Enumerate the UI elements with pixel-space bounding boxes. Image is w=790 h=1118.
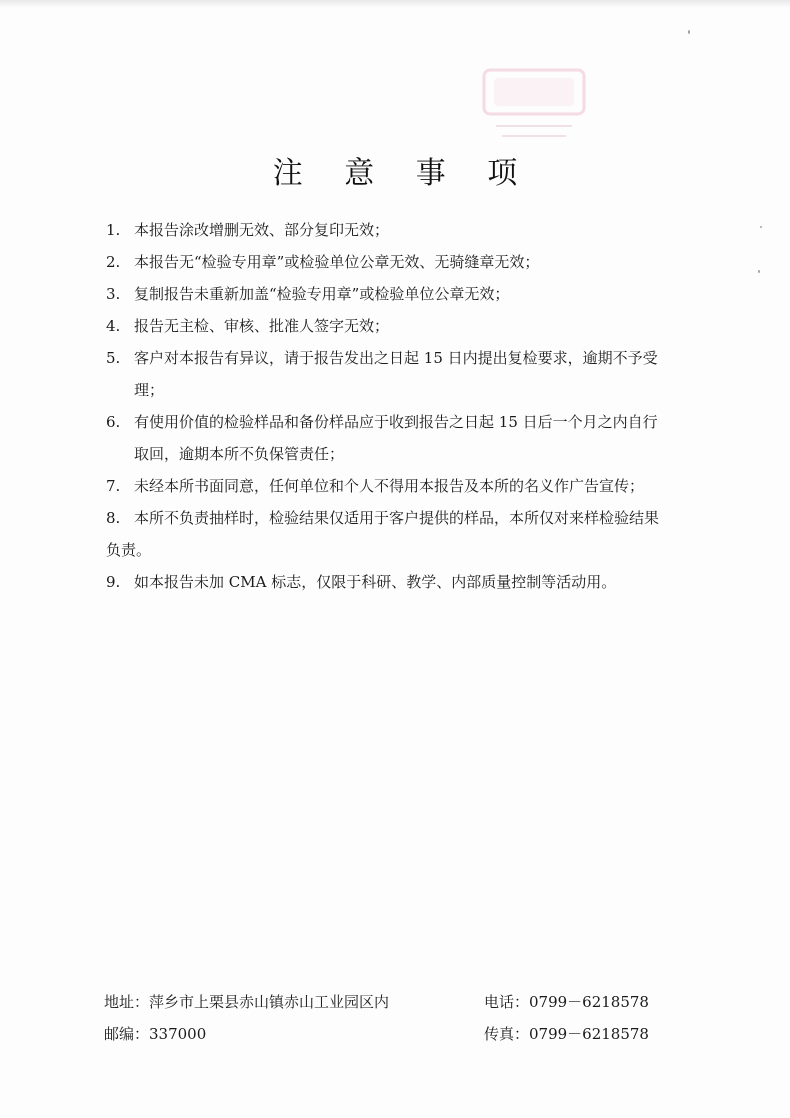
note-text: 有使用价值的检验样品和备份样品应于收到报告之日起 15 日后一个月之内自行 [134,413,658,431]
fax-text: 传真：0799－6218578 [484,1025,649,1043]
note-number: 5. [106,349,121,367]
note-item-8 [0,502,790,566]
note-text: 本报告涂改增删无效、部分复印无效； [134,221,390,239]
note-number: 6. [106,413,121,431]
note-item-1 [0,214,790,246]
note-number: 7. [106,477,121,495]
note-text: 客户对本报告有异议，请于报告发出之日起 15 日内提出复检要求，逾期不予受 [134,349,658,367]
note-item-9 [0,566,790,598]
footer-row-address [0,986,790,1018]
phone-text: 电话：0799－6218578 [484,993,649,1011]
page-title: 注 意 事 项 [272,156,534,191]
note-text: 复制报告未重新加盖“检验专用章”或检验单位公章无效； [134,285,510,303]
scan-speck [758,270,760,273]
note-item-6 [0,406,790,470]
footer-row-postcode [0,1018,790,1050]
note-item-2 [0,246,790,278]
note-number: 3. [106,285,121,303]
note-text: 报告无主检、审核、批准人签字无效； [134,317,390,335]
note-text-continuation: 负责。 [106,541,152,559]
note-item-7 [0,470,790,502]
scan-speck [760,226,762,228]
note-number: 4. [106,317,121,335]
scan-speck [688,30,690,34]
note-number: 1. [106,221,121,239]
notes-list [0,214,790,598]
postcode-text: 邮编：337000 [104,1025,207,1043]
note-text-continuation: 理； [134,381,165,399]
note-text-continuation: 取回，逾期本所不负保管责任； [134,445,345,463]
note-number: 8. [106,509,121,527]
note-text: 本报告无“检验专用章”或检验单位公章无效、无骑缝章无效； [134,253,540,271]
faded-stamp-mark [476,60,592,152]
note-number: 2. [106,253,121,271]
note-text: 如本报告未加 CMA 标志，仅限于科研、教学、内部质量控制等活动用。 [134,573,617,591]
note-number: 9. [106,573,121,591]
address-text: 地址：萍乡市上栗县赤山镇赤山工业园区内 [104,993,390,1011]
note-item-5 [0,342,790,406]
note-text: 本所不负责抽样时，检验结果仅适用于客户提供的样品，本所仅对来样检验结果 [134,509,660,527]
note-text: 未经本所书面同意，任何单位和个人不得用本报告及本所的名义作广告宣传； [134,477,645,495]
note-item-4 [0,310,790,342]
contact-footer [0,986,790,1050]
scan-top-edge [0,0,790,8]
note-item-3 [0,278,790,310]
